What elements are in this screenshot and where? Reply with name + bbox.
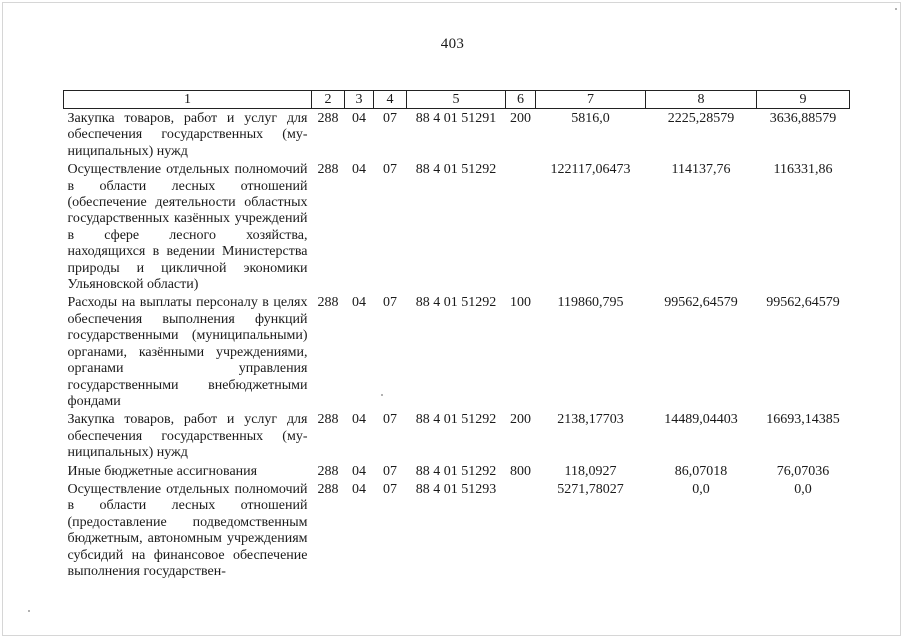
col-header: 5 (407, 91, 506, 109)
cell-csr: 88 4 01 51293 (415, 481, 497, 497)
cell-gr: 288 (317, 162, 339, 178)
cell-gr: 288 (317, 295, 339, 311)
table-row (64, 410, 850, 461)
cell-gr: 288 (317, 111, 339, 126)
cell-vr (506, 160, 536, 293)
col-header: 7 (536, 91, 646, 109)
scan-speck (895, 8, 897, 10)
col-header: 4 (374, 91, 407, 109)
cell-amount-col8: 99562,64579 (664, 295, 738, 311)
cell-rz: 04 (352, 111, 366, 126)
row-name: Осуществление отдельных полномочий в области лесных отношений (предоставление подведомственным бюджетным, автономным учреждениям субсидий на финансовое обеспечение выполнения государствен- (67, 481, 308, 579)
cell-pr: 07 (383, 481, 397, 497)
cell-amount-col8: 86,07018 (674, 463, 728, 479)
cell-amount-col9: 99562,64579 (766, 295, 840, 311)
cell-amount-col8: 2225,28579 (667, 111, 735, 126)
table-row (64, 293, 850, 410)
scan-speck (381, 394, 383, 396)
cell-amount-col7: 5816,0 (571, 111, 610, 126)
budget-table (63, 90, 850, 580)
cell-csr: 88 4 01 51292 (415, 295, 497, 311)
col-header: 8 (646, 91, 757, 109)
cell-gr: 288 (317, 481, 339, 497)
cell-rz: 04 (352, 481, 366, 497)
table-row (64, 480, 850, 580)
col-header: 2 (312, 91, 345, 109)
table-row (64, 109, 850, 161)
cell-gr: 288 (317, 412, 339, 428)
col-header: 1 (64, 91, 312, 109)
cell-amount-col7: 122117,06473 (550, 162, 631, 178)
table-row (64, 160, 850, 293)
cell-csr: 88 4 01 51291 (415, 111, 497, 126)
cell-vr: 200 (510, 111, 531, 126)
col-header: 6 (506, 91, 536, 109)
scan-speck (28, 610, 30, 612)
cell-vr: 200 (510, 412, 531, 428)
cell-amount-col7: 118,0927 (564, 463, 617, 479)
row-name: Закупка товаров, работ и услуг для обеспечения государственных (муниципальных) нужд (67, 412, 308, 461)
header-row (64, 91, 850, 109)
cell-amount-col8: 114137,76 (671, 162, 731, 178)
row-name: Закупка товаров, работ и услуг для обеспечения государственных (муниципальных) нужд (67, 111, 308, 159)
col-header: 3 (345, 91, 374, 109)
cell-pr: 07 (383, 463, 397, 479)
cell-amount-col9: 0,0 (794, 481, 812, 497)
cell-rz: 04 (352, 295, 366, 311)
cell-amount-col9: 76,07036 (776, 463, 830, 479)
cell-vr: 800 (510, 463, 531, 479)
cell-csr: 88 4 01 51292 (415, 463, 497, 479)
cell-pr: 07 (383, 295, 397, 311)
cell-rz: 04 (352, 463, 366, 479)
col-header: 9 (757, 91, 850, 109)
cell-amount-col7: 119860,795 (557, 295, 624, 311)
cell-amount-col8: 14489,04403 (664, 412, 738, 428)
cell-gr: 288 (317, 463, 339, 479)
row-name: Осуществление отдельных полномочий в области лесных отношений (обеспечение деятельности областных государственных казённых учреждений в сфере лесного хозяйства, находящихся в ведении Министерства природы и цикличной экономики Ульяновской области) (67, 162, 308, 293)
table-row (64, 462, 850, 480)
cell-pr: 07 (383, 412, 397, 428)
page-number: 403 (440, 36, 465, 52)
row-name: Иные бюджетные ассигнования (67, 463, 258, 479)
cell-vr (506, 480, 536, 580)
cell-amount-col8: 0,0 (692, 481, 710, 497)
cell-rz: 04 (352, 162, 366, 178)
cell-pr: 07 (383, 162, 397, 178)
cell-amount-col9: 116331,86 (773, 162, 833, 178)
cell-amount-col7: 2138,17703 (557, 412, 624, 428)
cell-vr: 100 (510, 295, 531, 311)
cell-amount-col7: 5271,78027 (557, 481, 624, 497)
row-name: Расходы на выплаты персоналу в целях обеспечения выполнения функций государственными (муниципальными) органами, казёнными учреждениями, органами управления государственными внебюджетными фондами (67, 295, 308, 409)
cell-pr: 07 (383, 111, 397, 126)
cell-amount-col9: 3636,88579 (769, 111, 837, 126)
cell-csr: 88 4 01 51292 (415, 162, 497, 178)
cell-csr: 88 4 01 51292 (415, 412, 497, 428)
cell-amount-col9: 16693,14385 (766, 412, 840, 428)
cell-rz: 04 (352, 412, 366, 428)
